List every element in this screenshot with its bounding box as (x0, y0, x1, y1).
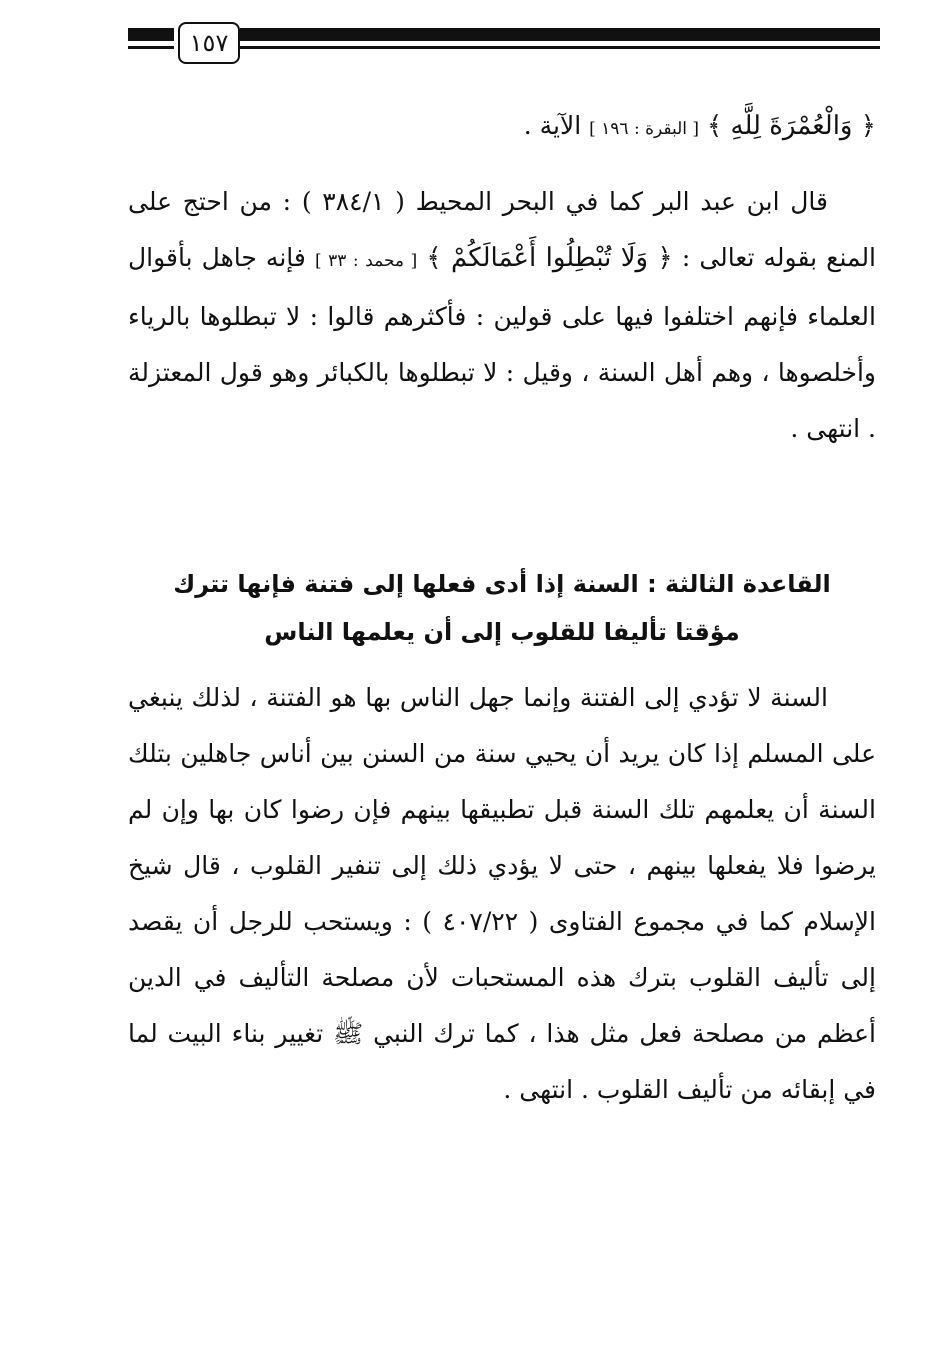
heading-line-2: مؤقتا تأليفا للقلوب إلى أن يعلمها الناس (264, 618, 740, 646)
paragraph-sunnah (128, 670, 876, 1118)
verse-paragraph (128, 98, 876, 157)
header-rule-left (128, 28, 174, 54)
heading-line-1 (128, 560, 876, 608)
paragraph-2: السنة لا تؤدي إلى الفتنة وإنما جهل الناس بها هو الفتنة ، لذلك ينبغي على المسلم إذا كان يريد أن يحيي سنة من السنن بين أناس جاهلين بتلك السنة أن يعلمهم تلك السنة قبل تطبيقها بينهم فإن رضوا كان بها وإن لم يرضوا فلا يفعلها بينهم ، حتى لا يؤدي ذلك إلى تنفير القلوب ، قال شيخ الإسلام كما في مجموع الفتاوى ( ٤٠٧/٢٢ ) : ويستحب للرجل أن يقصد إلى تأليف القلوب بترك هذه المستحبات لأن مصلحة التأليف في الدين أعظم من مصلحة فعل مثل هذا ، كما ترك النبي ﷺ تغيير بناء البيت لما في إبقائه من تأليف القلوب . انتهى . (128, 683, 876, 1104)
section-heading (128, 560, 876, 656)
paragraph-1-reference: [ محمد : ٣٣ ] (314, 251, 418, 271)
header-rule-right (240, 28, 880, 54)
paragraph-1-intro: قال ابن عبد البر كما في البحر المحيط ( ٣٨٤/١ ) : من احتج على المنع بقوله تعالى : (128, 187, 877, 272)
verse-reference: [ البقرة : ١٩٦ ] (589, 119, 700, 139)
paragraph-1 (128, 174, 876, 457)
verse-suffix: الآية . (523, 111, 582, 140)
page-header (128, 22, 880, 62)
paragraph-1-rest: فإنه جاهل بأقوال العلماء فإنهم اختلفوا فيها على قولين : فأكثرهم قالوا : لا تبطلوها بالرياء وأخلصوها ، وهم أهل السنة ، وقيل : لا تبطلوها بالكبائر وهو قول المعتزلة . انتهى . (128, 243, 876, 443)
paragraph-ibn-abd-al-barr (128, 174, 876, 457)
verse-quote: ﴿ وَالْعُمْرَةَ لِلَّهِ ﴾ (707, 111, 876, 141)
heading-title-1: السنة إذا أدى فعلها إلى فتنة فإنها تترك (173, 570, 639, 598)
page-number: ١٥٧ (178, 22, 240, 64)
verse-line (128, 98, 876, 157)
heading-label: القاعدة الثالثة : (647, 570, 831, 598)
paragraph-1-quote: ﴿ وَلَا تُبْطِلُوا أَعْمَالَكُمْ ﴾ (426, 243, 673, 273)
